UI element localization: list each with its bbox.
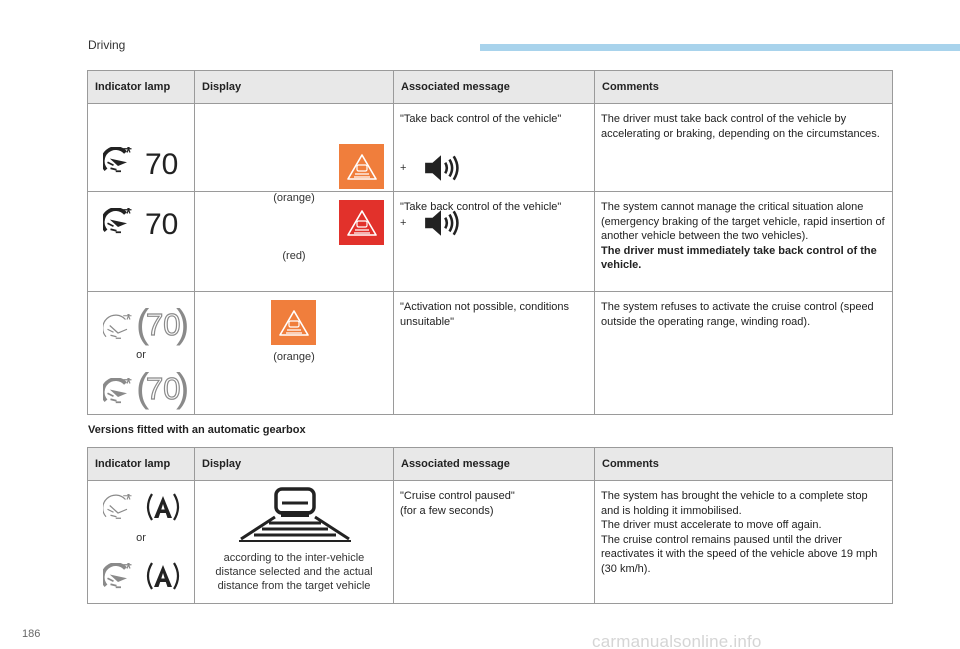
- header-indicator-lamp: Indicator lamp: [88, 448, 195, 481]
- comment: The system cannot manage the critical situation alone (emergency braking of the target vehicle, rapid insertion of another vehicle between the two vehicles).: [601, 201, 885, 242]
- header-comments: Comments: [595, 448, 893, 481]
- header-indicator-lamp: Indicator lamp: [88, 71, 195, 104]
- audible-alert-icon: [423, 153, 459, 183]
- speedometer-mixed-icon: [103, 563, 133, 589]
- automatic-a-icon: [146, 491, 180, 523]
- audible-alert-icon: [423, 208, 459, 238]
- plus-sign: +: [400, 162, 407, 174]
- or-label: or: [136, 532, 146, 544]
- page-number: 186: [22, 628, 41, 640]
- speedometer-car-icon: [103, 147, 133, 173]
- associated-message-note: (for a few seconds): [400, 504, 494, 517]
- speedometer-car-icon: [103, 208, 133, 234]
- plus-sign: +: [400, 217, 407, 229]
- automatic-a-icon: [146, 560, 180, 592]
- header-comments: Comments: [595, 71, 893, 104]
- display-caption: (orange): [273, 351, 315, 363]
- paren-right: ): [176, 302, 190, 346]
- watermark: carmanualsonline.info: [592, 632, 762, 649]
- comment: The driver must take back control of the vehicle by accelerating or braking, depending on the circumstances.: [595, 104, 893, 192]
- table-row: [88, 104, 893, 192]
- collision-warning-icon: [271, 300, 316, 345]
- associated-message: "Take back control of the vehicle": [394, 104, 595, 192]
- table-header-row: [88, 71, 893, 104]
- lamp-speed-value: 70: [145, 208, 179, 241]
- header-display: Display: [195, 448, 394, 481]
- section-title: Driving: [88, 38, 126, 52]
- collision-warning-icon: [339, 144, 384, 189]
- paren-right: ): [176, 366, 190, 410]
- paren-left: (: [136, 302, 150, 346]
- display-caption: (red): [282, 250, 306, 262]
- alerts-table: [87, 70, 893, 415]
- lamp-speed-value: 70: [146, 307, 181, 342]
- associated-message: "Cruise control paused": [400, 490, 515, 502]
- comment-line: The system has brought the vehicle to a complete stop and is holding it immobilised.: [601, 490, 868, 517]
- comment-line: The driver must accelerate to move off again.: [601, 519, 822, 531]
- collision-warning-icon: [339, 200, 384, 245]
- lamp-speed-value: 70: [145, 148, 179, 181]
- comment-bold: The driver must immediately take back control of the vehicle.: [601, 244, 877, 271]
- comment-line: The cruise control remains paused until the driver reactivates it with the speed of the vehicle above 19 mph (30 km/h).: [601, 533, 878, 575]
- subheading: Versions fitted with an automatic gearbox: [88, 424, 306, 436]
- comment: The system refuses to activate the cruise control (speed outside the operating range, winding road).: [595, 292, 893, 415]
- display-caption: (orange): [273, 192, 315, 204]
- table-row: [88, 481, 893, 604]
- speedometer-outline-icon: [103, 494, 133, 520]
- or-label: or: [136, 349, 146, 361]
- header-associated-message: Associated message: [394, 71, 595, 104]
- associated-message: "Take back control of the vehicle": [394, 192, 595, 292]
- lamp-speed-value-2: 70: [146, 371, 181, 406]
- header-associated-message: Associated message: [394, 448, 595, 481]
- speedometer-mixed-icon: [103, 378, 133, 404]
- paren-left: (: [136, 366, 150, 410]
- section-bar: [480, 44, 960, 51]
- associated-message: "Activation not possible, conditions unsuitable": [394, 292, 595, 415]
- speedometer-outline-icon: [103, 314, 133, 340]
- table-header-row: [88, 448, 893, 481]
- table-row: [88, 292, 893, 415]
- automatic-gearbox-table: [87, 447, 893, 604]
- inter-vehicle-distance-icon: [235, 487, 355, 543]
- table-row: [88, 192, 893, 292]
- display-caption: according to the inter-vehicle distance selected and the actual distance from the target vehicle: [215, 552, 373, 592]
- header-display: Display: [195, 71, 394, 104]
